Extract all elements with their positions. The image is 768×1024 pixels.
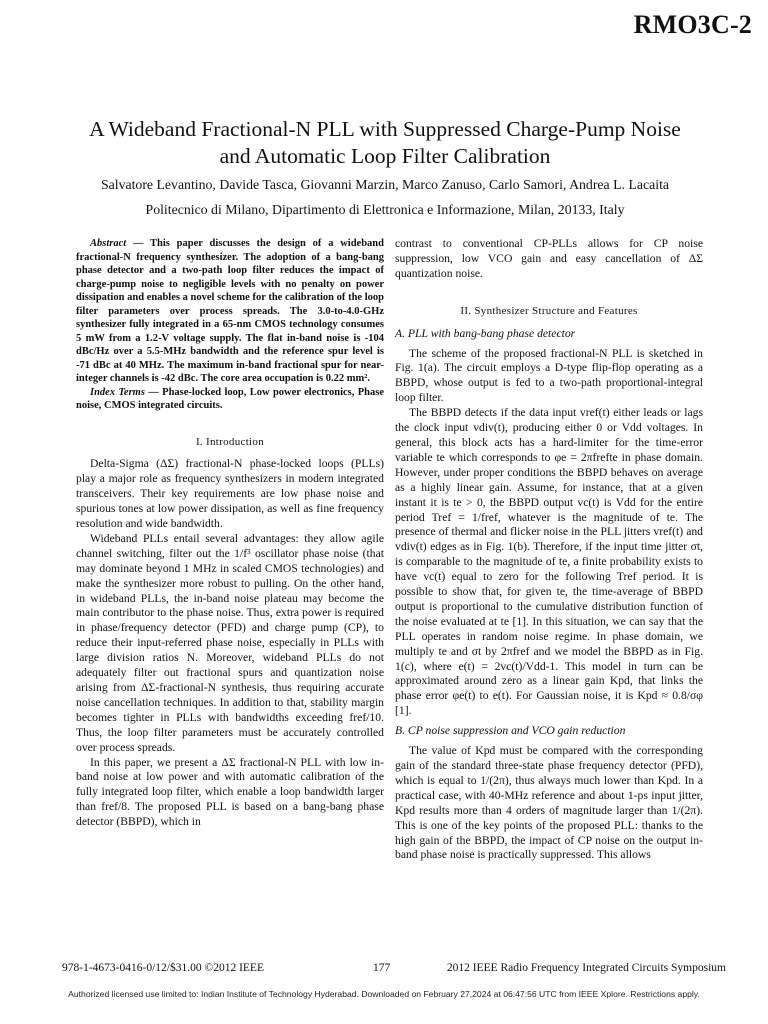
- left-column: [76, 237, 384, 830]
- abstract-text: — This paper discusses the design of a wideband fractional-N frequency synthesizer. The adoption of a bang-bang phase detector and a two-path loop filter reduces the impact of charge-pump noise to negligible levels with no penalty on power dissipation and enables a novel scheme for the calibration of the loop filter parameters over process spreads. The 3.0-to-4.0-GHz synthesizer fully integrated in a 65-nm CMOS technology consumes 5 mW from a 1.2-V voltage supply. The flat in-band noise is -104 dBc/Hz over a 5.5-MHz bandwidth and the reference spur level is -71 dBc at 40 MHz. The maximum in-band fractional spur for near-integer channels is -42 dBc. The core area occupation is 0.22 mm².: [76, 238, 384, 384]
- page-number: 177: [373, 962, 391, 974]
- abstract: [76, 237, 384, 386]
- index-terms: [76, 386, 384, 413]
- section-heading-introduction: I. Introduction: [195, 435, 265, 448]
- title-block: [40, 116, 730, 218]
- footer-conference: 2012 IEEE Radio Frequency Integrated Circuits Symposium: [446, 962, 726, 974]
- body-paragraph: The BBPD detects if the data input vref(t) either leads or lags the clock input vdiv(t), producing either 0 or Vdd voltages. In general, this block acts has a hard-limiter for the time-error variable te which corresponds to φe = 2πfrefte in phase domain. However, under proper conditions the BBPD behaves on average as a highly linear gain. Assume, for instance, that at a given instant it is te > 0, the BBPD output vc(t) is Vdd for the entire period Tref = 1/fref, whatever is the magnitude of te. The presence of thermal and flicker noise in the PLL jitters vref(t) and vdiv(t) edges as in Fig. 1(b). Therefore, if the input time jitter σt, is comparable to the magnitude of te, a finite probability exists to have vc(t) equal to zero for the following Tref period. It is possible to show that, for given te, the time-average of BBPD output is proportional to the cumulative distribution function of the noise evaluated at te [1]. In this situation, we can say that the PLL operates in random noise regime. In phase domain, we multiply te and σt by 2πfref and we model the BBPD as in Fig. 1(c), where e(t) = 2vc(t)/Vdd-1. This model in turn can be approximated around zero as a linear gain Kpd, that links the phase error φe(t) to e(t). For Gaussian noise, it is Kpd ≈ 0.8/σφ [1].: [395, 406, 703, 718]
- index-terms-label: Index Terms: [90, 386, 145, 398]
- abstract-label: Abstract: [90, 238, 127, 249]
- body-paragraph: The value of Kpd must be compared with the corresponding gain of the standard three-state phase frequency detector (PFD), which is equal to 1/(2π), thus always much lower than Kpd. In a practical case, with 40-MHz reference and about 1-ps input jitter, Kpd results more than 4 orders of magnitude larger than 1/(2π). This is one of the key points of the proposed PLL: thanks to the high gain of the BBPD, the impact of CP noise on the output in-band phase noise is practically suppressed. This allows: [395, 744, 703, 862]
- body-paragraph: contrast to conventional CP-PLLs allows for CP noise suppression, low VCO gain and easy cancellation of ΔΣ quantization noise.: [395, 237, 703, 280]
- subsection-heading-a: A. PLL with bang-bang phase detector: [395, 326, 576, 340]
- intro-paragraph: Wideband PLLs entail several advantages: they allow agile channel switching, filter out the 1/f³ oscillator phase noise (that may dominate beyond 1 MHz in scaled CMOS technologies) and make the synthesizer more robust to pulling. On the other hand, in wideband PLLs, the in-band noise plateau may become the main contributor to the phase noise. Thus, extra power is required in phase/frequency detector (PFD) and charge pump (CP), to reduce their input-referred phase noise, especially in PLLs with large division ratios N. Moreover, wideband PLLs do not adequately filter out fractional spurs and quantization noise arising from ΔΣ-fractional-N synthesis, thus requiring accurate noise cancellation techniques. In addition to that, stability margin becomes tighter in PLLs with bandwidths exceeding fref/10. Thus, the loop filter parameters must be accurately controlled over process spreads.: [76, 531, 384, 754]
- paper-id: RMO3C-2: [633, 10, 752, 39]
- authors: Salvatore Levantino, Davide Tasca, Giovanni Marzin, Marco Zanuso, Carlo Samori, Andrea L. Lacaita: [100, 177, 670, 192]
- index-terms-text: — Phase-locked loop, Low power electronics, Phase noise, CMOS integrated circuits.: [76, 386, 384, 411]
- footer-isbn: 978-1-4673-0416-0/12/$31.00 ©2012 IEEE: [62, 962, 264, 974]
- subsection-heading-b: B. CP noise suppression and VCO gain reduction: [395, 724, 626, 738]
- title-line-1: A Wideband Fractional-N PLL with Suppressed Charge-Pump Noise: [89, 117, 681, 141]
- affiliation: Politecnico di Milano, Dipartimento di Elettronica e Informazione, Milan, 20133, Italy: [145, 202, 625, 217]
- section-heading-synthesizer: II. Synthesizer Structure and Features: [460, 304, 638, 317]
- right-column: [395, 237, 703, 863]
- body-paragraph: The scheme of the proposed fractional-N PLL is sketched in Fig. 1(a). The circuit employs a D-type flip-flop operating as a BBPD, whose output is fed to a two-path proportional-integral loop filter.: [395, 346, 703, 405]
- intro-paragraph: In this paper, we present a ΔΣ fractional-N PLL with low in-band noise at low power and with automatic calibration of the fully integrated loop filter, which enable a loop bandwidth larger than fref/8. The proposed PLL is based on a bang-bang phase detector (BBPD), which in: [76, 755, 384, 829]
- intro-paragraph: Delta-Sigma (ΔΣ) fractional-N phase-locked loops (PLLs) play a major role as frequency synthesizers in modern integrated transceivers. Their key requirements are low phase noise and spurious tones at low power dissipation, as well as fine frequency resolution and wide bandwidth.: [76, 457, 384, 531]
- title-line-2: and Automatic Loop Filter Calibration: [219, 144, 551, 168]
- license-notice: Authorized licensed use limited to: Indian Institute of Technology Hyderabad. Downloaded on February 27,2024 at 06:47:56 UTC from IEEE Xplore. Restrictions apply.: [68, 989, 700, 999]
- paper-title: [40, 116, 730, 170]
